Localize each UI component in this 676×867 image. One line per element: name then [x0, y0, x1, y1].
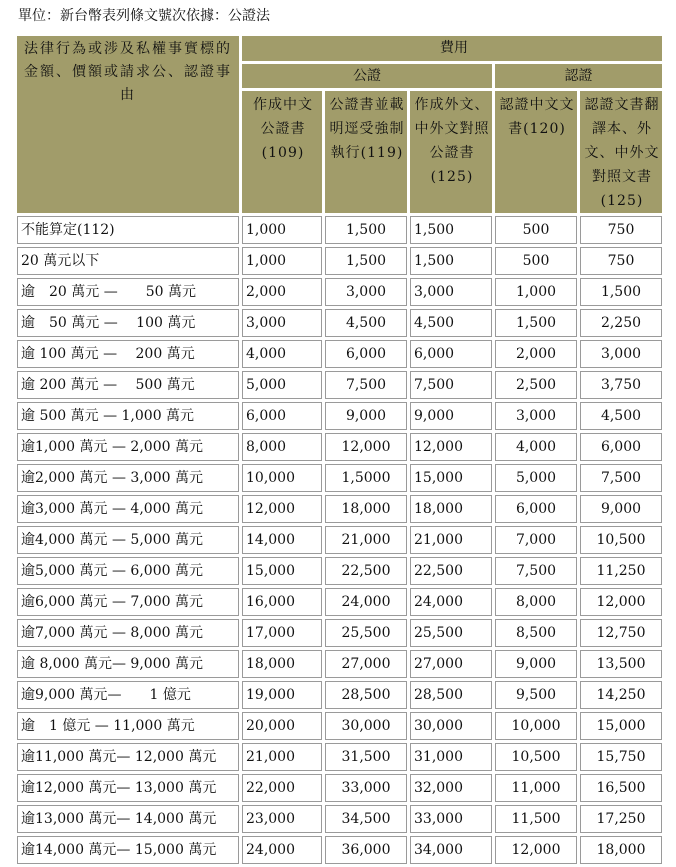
table-row — [17, 309, 662, 337]
fee-header-text: 費用 — [440, 40, 468, 56]
fee-cell: 7,500 — [580, 464, 662, 492]
column-header — [325, 91, 407, 213]
column-header-text: 認證文書翻譯本、外文、中外文對照文書(125) — [584, 97, 660, 209]
fee-cell: 15,750 — [580, 743, 662, 771]
fee-cell: 24,000 — [325, 588, 407, 616]
fee-cell: 10,500 — [495, 743, 577, 771]
row-label: 逾4,000 萬元 — 5,000 萬元 — [17, 526, 239, 554]
column-header — [242, 91, 322, 213]
fee-cell: 4,000 — [495, 433, 577, 461]
fee-cell: 3,750 — [580, 371, 662, 399]
fee-cell: 500 — [495, 216, 577, 244]
table-row — [17, 557, 662, 585]
row-label: 20 萬元以下 — [17, 247, 239, 275]
fee-cell: 1,500 — [325, 216, 407, 244]
fee-cell: 27,000 — [410, 650, 492, 678]
fee-cell: 9,000 — [410, 402, 492, 430]
fee-cell: 31,000 — [410, 743, 492, 771]
fee-cell: 24,000 — [410, 588, 492, 616]
fee-cell: 18,000 — [242, 650, 322, 678]
fee-cell: 24,000 — [242, 836, 322, 864]
row-label: 逾13,000 萬元— 14,000 萬元 — [17, 805, 239, 833]
fee-cell: 11,500 — [495, 805, 577, 833]
fee-cell: 4,000 — [242, 340, 322, 368]
fee-cell: 1,000 — [495, 278, 577, 306]
column-header-text: 作成外文、中外文對照公證書(125) — [414, 97, 490, 185]
row-label: 逾 20 萬元 — 50 萬元 — [17, 278, 239, 306]
fee-cell: 2,250 — [580, 309, 662, 337]
fee-cell: 22,500 — [325, 557, 407, 585]
table-row — [17, 371, 662, 399]
fee-cell: 34,500 — [325, 805, 407, 833]
fee-cell: 2,000 — [242, 278, 322, 306]
fee-cell: 7,000 — [495, 526, 577, 554]
row-label: 逾1,000 萬元 — 2,000 萬元 — [17, 433, 239, 461]
fee-cell: 18,000 — [325, 495, 407, 523]
fee-cell: 12,000 — [242, 495, 322, 523]
row-label: 逾3,000 萬元 — 4,000 萬元 — [17, 495, 239, 523]
table-row — [17, 774, 662, 802]
table-row — [17, 619, 662, 647]
table-row — [17, 743, 662, 771]
fee-cell: 1,500 — [325, 247, 407, 275]
table-row — [17, 216, 662, 244]
table-row — [17, 836, 662, 864]
fee-cell: 11,250 — [580, 557, 662, 585]
fee-cell: 13,500 — [580, 650, 662, 678]
column-header-text: 認證中文文書(120) — [499, 97, 575, 137]
fee-cell: 33,000 — [410, 805, 492, 833]
fee-cell: 16,000 — [242, 588, 322, 616]
row-label: 逾14,000 萬元— 15,000 萬元 — [17, 836, 239, 864]
table-row — [17, 402, 662, 430]
row-header-text: 法律行為或涉及私權事實標的金額、價額或請求公、認證事由 — [24, 41, 232, 103]
fee-cell: 5,000 — [242, 371, 322, 399]
fee-cell: 6,000 — [580, 433, 662, 461]
fee-cell: 19,000 — [242, 681, 322, 709]
fee-cell: 3,000 — [580, 340, 662, 368]
fee-cell: 1,500 — [410, 247, 492, 275]
fee-cell: 6,000 — [410, 340, 492, 368]
table-row — [17, 805, 662, 833]
fee-cell: 2,500 — [495, 371, 577, 399]
fee-cell: 9,500 — [495, 681, 577, 709]
fee-cell: 18,000 — [410, 495, 492, 523]
fee-cell: 17,250 — [580, 805, 662, 833]
fee-cell: 10,500 — [580, 526, 662, 554]
fee-cell: 25,500 — [410, 619, 492, 647]
fee-cell: 9,000 — [325, 402, 407, 430]
column-header — [580, 91, 662, 213]
row-header-cell — [17, 36, 239, 213]
fee-cell: 4,500 — [410, 309, 492, 337]
fee-cell: 10,000 — [242, 464, 322, 492]
fee-cell: 500 — [495, 247, 577, 275]
fee-cell: 12,750 — [580, 619, 662, 647]
fee-cell: 11,000 — [495, 774, 577, 802]
fee-cell: 2,000 — [495, 340, 577, 368]
fee-cell: 12,000 — [580, 588, 662, 616]
group-cert-text: 認證 — [564, 68, 593, 84]
fee-cell: 10,000 — [495, 712, 577, 740]
fee-cell: 1,000 — [242, 216, 322, 244]
row-label: 逾2,000 萬元 — 3,000 萬元 — [17, 464, 239, 492]
fee-cell: 1,500 — [410, 216, 492, 244]
fee-cell: 22,500 — [410, 557, 492, 585]
fee-cell: 12,000 — [325, 433, 407, 461]
row-label: 逾 8,000 萬元— 9,000 萬元 — [17, 650, 239, 678]
fee-cell: 5,000 — [495, 464, 577, 492]
row-label: 不能算定(112) — [17, 216, 239, 244]
fee-cell: 14,000 — [242, 526, 322, 554]
row-label: 逾9,000 萬元— 1 億元 — [17, 681, 239, 709]
fee-cell: 3,000 — [410, 278, 492, 306]
row-label: 逾 500 萬元 — 1,000 萬元 — [17, 402, 239, 430]
fee-cell: 21,000 — [242, 743, 322, 771]
fee-cell: 36,000 — [325, 836, 407, 864]
fee-cell: 34,000 — [410, 836, 492, 864]
table-row — [17, 247, 662, 275]
fee-cell: 28,500 — [325, 681, 407, 709]
fee-cell: 750 — [580, 247, 662, 275]
table-row — [17, 464, 662, 492]
fee-cell: 23,000 — [242, 805, 322, 833]
fee-cell: 1,5000 — [325, 464, 407, 492]
fee-cell: 8,000 — [495, 588, 577, 616]
fee-cell: 3,000 — [325, 278, 407, 306]
fee-cell: 3,000 — [242, 309, 322, 337]
fee-cell: 20,000 — [242, 712, 322, 740]
fee-cell: 18,000 — [580, 836, 662, 864]
unit-line: 單位：新台幣表列條文號次依據：公證法 — [18, 8, 270, 24]
group-notary-header — [242, 64, 492, 88]
table-row — [17, 495, 662, 523]
column-header-text: 作成中文公證書(109) — [253, 97, 313, 161]
row-label: 逾 100 萬元 — 200 萬元 — [17, 340, 239, 368]
fee-table — [14, 33, 665, 867]
fee-cell: 15,000 — [580, 712, 662, 740]
table-row — [17, 712, 662, 740]
fee-cell: 30,000 — [325, 712, 407, 740]
group-notary-text: 公證 — [353, 68, 381, 84]
row-label: 逾5,000 萬元 — 6,000 萬元 — [17, 557, 239, 585]
fee-cell: 21,000 — [325, 526, 407, 554]
fee-cell: 22,000 — [242, 774, 322, 802]
fee-cell: 21,000 — [410, 526, 492, 554]
row-label: 逾 50 萬元 — 100 萬元 — [17, 309, 239, 337]
fee-cell: 4,500 — [325, 309, 407, 337]
table-row — [17, 526, 662, 554]
fee-cell: 25,500 — [325, 619, 407, 647]
row-label: 逾 200 萬元 — 500 萬元 — [17, 371, 239, 399]
fee-cell: 1,500 — [580, 278, 662, 306]
group-cert-header — [495, 64, 662, 88]
fee-cell: 17,000 — [242, 619, 322, 647]
fee-cell: 1,500 — [495, 309, 577, 337]
table-row — [17, 588, 662, 616]
fee-cell: 15,000 — [242, 557, 322, 585]
fee-cell: 15,000 — [410, 464, 492, 492]
row-label: 逾6,000 萬元 — 7,000 萬元 — [17, 588, 239, 616]
fee-cell: 6,000 — [242, 402, 322, 430]
fee-cell: 7,500 — [495, 557, 577, 585]
fee-cell: 12,000 — [410, 433, 492, 461]
fee-cell: 8,500 — [495, 619, 577, 647]
fee-cell: 9,000 — [580, 495, 662, 523]
fee-header — [242, 36, 662, 61]
row-label: 逾11,000 萬元— 12,000 萬元 — [17, 743, 239, 771]
table-row — [17, 340, 662, 368]
column-header — [495, 91, 577, 213]
fee-cell: 7,500 — [410, 371, 492, 399]
fee-cell: 6,000 — [325, 340, 407, 368]
fee-cell: 27,000 — [325, 650, 407, 678]
table-row — [17, 433, 662, 461]
fee-cell: 9,000 — [495, 650, 577, 678]
fee-cell: 14,250 — [580, 681, 662, 709]
row-label: 逾12,000 萬元— 13,000 萬元 — [17, 774, 239, 802]
column-header — [410, 91, 492, 213]
fee-cell: 16,500 — [580, 774, 662, 802]
fee-cell: 30,000 — [410, 712, 492, 740]
fee-cell: 32,000 — [410, 774, 492, 802]
row-label: 逾 1 億元 — 11,000 萬元 — [17, 712, 239, 740]
fee-cell: 3,000 — [495, 402, 577, 430]
fee-cell: 7,500 — [325, 371, 407, 399]
fee-cell: 8,000 — [242, 433, 322, 461]
table-row — [17, 278, 662, 306]
fee-cell: 6,000 — [495, 495, 577, 523]
fee-cell: 750 — [580, 216, 662, 244]
fee-cell: 1,000 — [242, 247, 322, 275]
table-row — [17, 650, 662, 678]
fee-cell: 33,000 — [325, 774, 407, 802]
fee-cell: 4,500 — [580, 402, 662, 430]
row-label: 逾7,000 萬元 — 8,000 萬元 — [17, 619, 239, 647]
fee-cell: 31,500 — [325, 743, 407, 771]
table-row — [17, 681, 662, 709]
fee-table-body — [17, 216, 662, 864]
column-header-text: 公證書並載明逕受強制執行(119) — [329, 97, 405, 161]
fee-cell: 28,500 — [410, 681, 492, 709]
fee-cell: 12,000 — [495, 836, 577, 864]
